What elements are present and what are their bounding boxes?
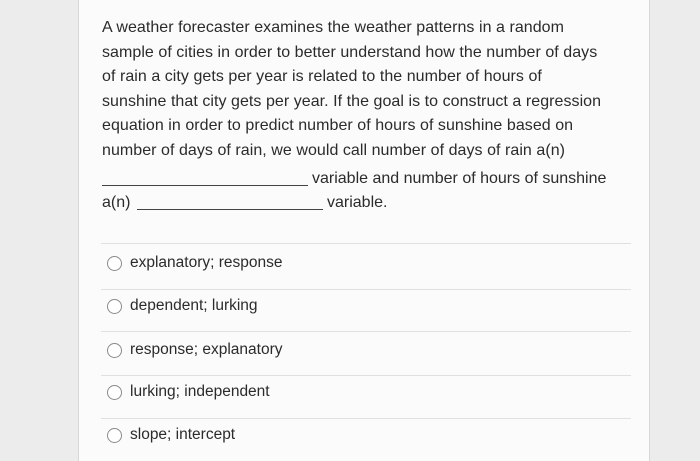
radio-button[interactable] [107,343,122,358]
question-line-6: number of days of rain, we would call number of days of rain a(n) [102,141,566,159]
radio-button[interactable] [107,256,122,271]
blank-2-suffix: variable. [327,194,388,211]
option-divider [101,289,631,290]
option-divider [101,375,631,376]
option-slope-intercept[interactable] [107,423,235,447]
option-label: slope; intercept [130,426,236,443]
radio-button[interactable] [107,385,122,400]
question-panel [78,0,650,461]
option-dependent-lurking[interactable] [107,294,258,318]
option-label: explanatory; response [130,254,283,271]
option-label: dependent; lurking [130,297,258,314]
option-response-explanatory[interactable] [107,338,283,362]
radio-button[interactable] [107,299,122,314]
options-divider-top [101,243,631,244]
option-divider [101,418,631,419]
option-divider [101,331,631,332]
blank-2-prefix: a(n) [102,194,131,211]
blank-1-suffix: variable and number of hours of sunshine [312,170,607,187]
answer-blank-2 [137,209,323,210]
question-line-1: A weather forecaster examines the weather patterns in a random [102,19,565,36]
question-line-4: sunshine that city gets per year. If the goal is to construct a regression [102,92,602,110]
question-line-3: of rain a city gets per year is related to the number of hours of [102,68,542,85]
option-explanatory-response[interactable] [107,251,283,275]
option-label: lurking; independent [130,383,270,400]
question-line-5: equation in order to predict number of hours of sunshine based on [102,117,574,134]
radio-button[interactable] [107,428,122,443]
question-text [102,16,642,163]
question-line-2: sample of cities in order to better understand how the number of days [102,43,598,61]
option-lurking-independent[interactable] [107,380,270,404]
option-label: response; explanatory [130,341,283,358]
answer-blank-1 [102,185,308,186]
